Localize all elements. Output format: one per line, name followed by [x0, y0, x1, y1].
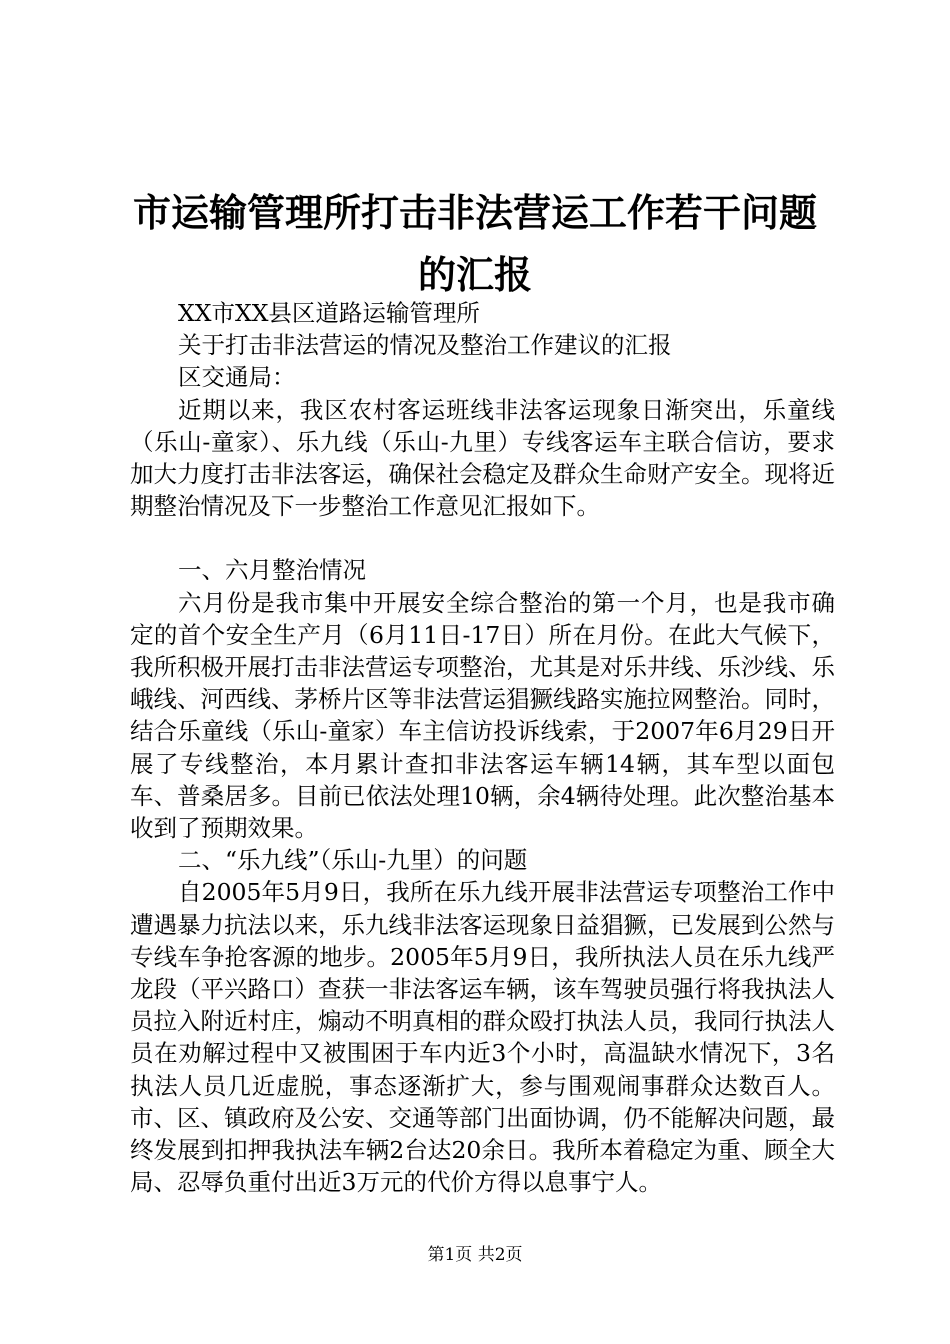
section1-heading: 一、六月整治情况 [178, 556, 366, 585]
section2-heading: 二、“乐九线”（乐山-九里）的问题 [178, 846, 528, 875]
section1-paragraph: 六月份是我市集中开展安全综合整治的第一个月，也是我市确定的首个安全生产月（6月11日-17日）所在月份。在此大气候下，我所积极开展打击非法营运专项整治，尤其是对乐井线、乐沙线、乐峨线、河西线、茅桥片区等非法营运猖獗线路实施拉网整治。同时，结合乐童线（乐山-童家）车主信访投诉线索，于2007年6月29日开展了专线整治，本月累计查扣非法客运车辆14辆，其车型以面包车、普桑居多。目前已依法处理10辆，余4辆待处理。此次整治基本收到了预期效果。 [130, 588, 835, 843]
intro-paragraph: 近期以来，我区农村客运班线非法客运现象日渐突出，乐童线（乐山-童家）、乐九线（乐山-九里）专线客运车主联合信访，要求加大力度打击非法客运，确保社会稳定及群众生命财产安全。现将近期整治情况及下一步整治工作意见汇报如下。 [130, 395, 835, 521]
document-title: 市运输管理所打击非法营运工作若干问题的汇报 [132, 191, 817, 297]
document-body [130, 297, 835, 1198]
header-line-recipient: 区交通局： [178, 363, 296, 392]
page-number: 第1页 共2页 [427, 1245, 523, 1265]
section2-paragraph: 自2005年5月9日，我所在乐九线开展非法营运专项整治工作中遭遇暴力抗法以来，乐九线非法客运现象日益猖獗，已发展到公然与专线车争抢客源的地步。2005年5月9日，我所执法人员在乐九线严龙段（平兴路口）查获一非法客运车辆，该车驾驶员强行将我执法人员拉入附近村庄，煽动不明真相的群众殴打执法人员，我同行执法人员在劝解过程中又被围困于车内近3个小时，高温缺水情况下，3名执法人员几近虚脱，事态逐渐扩大，参与围观闹事群众达数百人。市、区、镇政府及公安、交通等部门出面协调，仍不能解决问题，最终发展到扣押我执法车辆2台达20余日。我所本着稳定为重、顾全大局、忍辱负重付出近3万元的代价方得以息事宁人。 [130, 878, 835, 1197]
header-line-subject: 关于打击非法营运的情况及整治工作建议的汇报 [178, 331, 672, 360]
header-line-organization: XX市XX县区道路运输管理所 [178, 299, 480, 327]
